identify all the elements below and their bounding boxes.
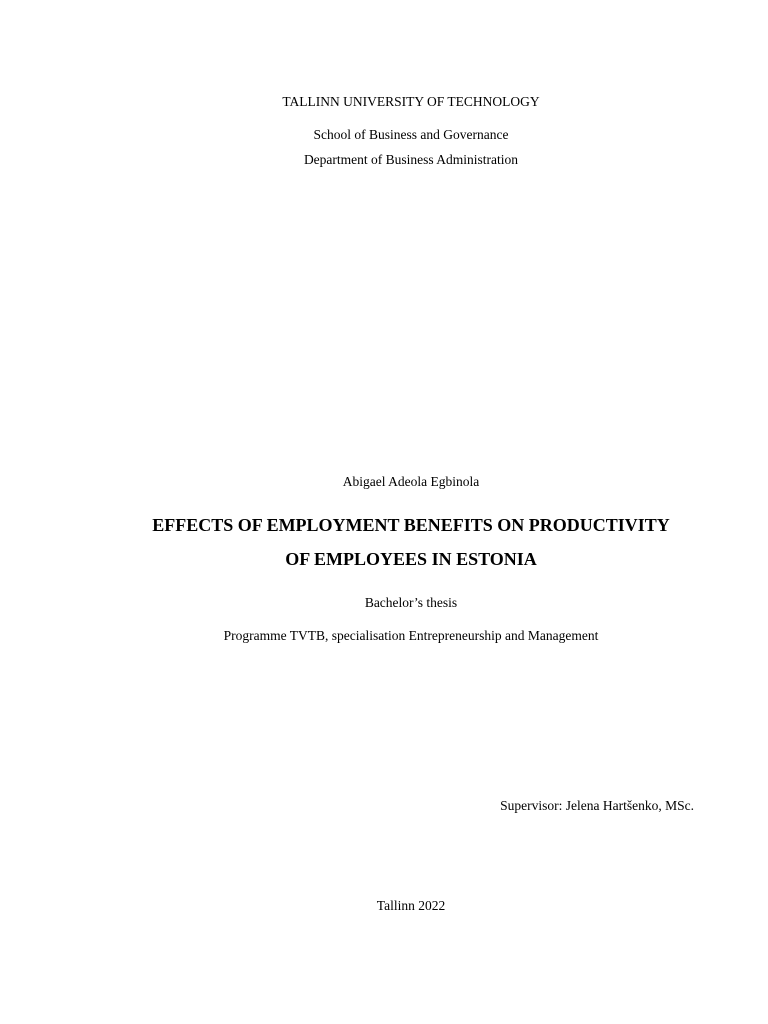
university-name: TALLINN UNIVERSITY OF TECHNOLOGY [282,94,540,109]
thesis-title-line-2: OF EMPLOYEES IN ESTONIA [285,549,537,569]
supervisor-info: Supervisor: Jelena Hartšenko, MSc. [500,798,694,813]
place-and-year: Tallinn 2022 [376,898,446,913]
thesis-type: Bachelor’s thesis [364,595,458,610]
programme-specialisation: Programme TVTB, specialisation Entrepreneurship and Management [223,628,599,643]
school-name: School of Business and Governance [313,127,509,142]
department-name: Department of Business Administration [303,152,519,167]
thesis-title-line-1: EFFECTS OF EMPLOYMENT BENEFITS ON PRODUCTIVITY [152,515,670,535]
author-name: Abigael Adeola Egbinola [342,474,480,489]
